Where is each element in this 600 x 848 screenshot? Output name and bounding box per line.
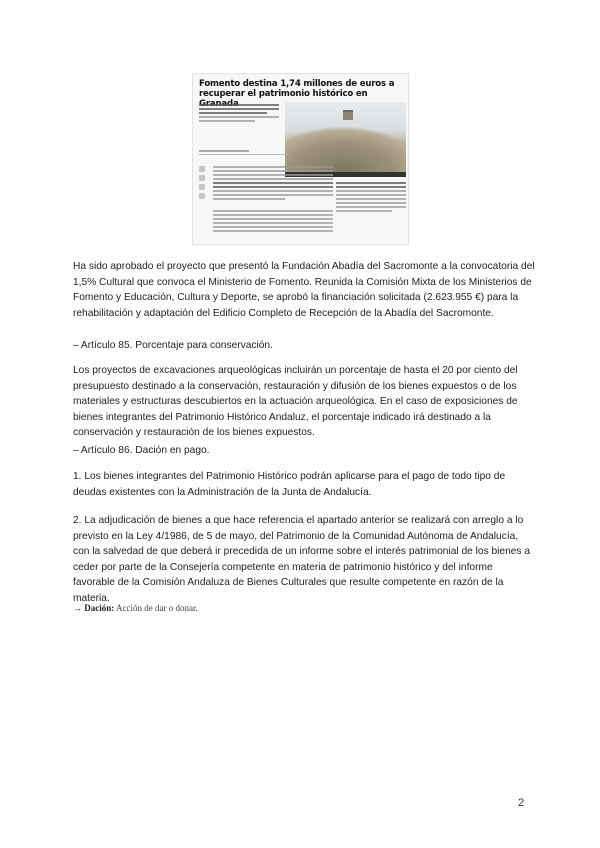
paragraph-fundacion-abadia: Ha sido aprobado el proyecto que presentó la Fundación Abadía del Sacromonte a la convocatoria del 1,5% Cultural que convoca el Ministerio de Fomento. Reunida la Comisión Mixta de los Ministerios de Fomento y Educación, Cultura y Deporte, se aprobó la financiación solicitada (2.623.955 €) para la rehabilitación y adaptación del Edificio Completo de Recepción de la Abadía del Sacromonte. [73,261,535,319]
heading-articulo-86: – Artículo 86. Dación en pago. [73,445,210,456]
clipping-lead-text [199,104,279,124]
clipping-body-text-2 [213,210,333,234]
clipping-search-bar [199,148,289,155]
clipping-headline-line-2: recuperar el patrimonio histórico en [199,89,368,99]
note-definition: Acción de dar o donar. [116,603,198,613]
heading-articulo-85: – Artículo 85. Porcentaje para conservación. [73,340,273,351]
paragraph-articulo-86-2: 2. La adjudicación de bienes a que hace referencia el apartado anterior se realizará con arreglo a lo previsto en la Ley 4/1986, de 5 de mayo, del Patrimonio de la Comunidad Autónoma de Andalucía, con la salvedad de que deberá ir precedida de un informe sobre el interés patrimonial de los bienes a ceder por parte de la Consejería competente en materia de patrimonio histórico y del informe favorable de la Comisión Andaluza de Bienes Culturales que resulte competente en razón de la materia. [73,515,531,604]
note-term: → Dación: [73,603,115,613]
dacion-definition-note [73,603,198,613]
paragraph-articulo-85: Los proyectos de excavaciones arqueológicas incluirán un porcentaje de hasta el 20 por ciento del presupuesto destinado a la conservación, restauración y difusión de los bienes expuestos o de los materiales y estructuras descubiertos en la actuación arqueológica. En el caso de exposiciones de bienes integrantes del Patrimonio Histórico Andaluz, el porcentaje indicado irá destinado a la conservación y restauración de los bienes expuestos. [73,365,518,439]
clipping-social-icons [199,166,207,199]
email-icon [199,184,205,190]
page-number: 2 [518,797,525,809]
clipping-body-text [213,166,333,202]
print-icon [199,193,205,199]
twitter-icon [199,175,205,181]
facebook-icon [199,166,205,172]
newspaper-clipping [192,73,409,245]
paragraph-articulo-86-1: 1. Los bienes integrantes del Patrimonio Histórico podrán aplicarse para el pago de todo tipo de deudas existentes con la Administración de la Junta de Andalucía. [73,471,506,498]
clipping-photo [285,102,406,172]
clipping-headline-line-1: Fomento destina 1,74 millones de euros a [199,79,395,89]
clipping-side-text [336,182,406,214]
